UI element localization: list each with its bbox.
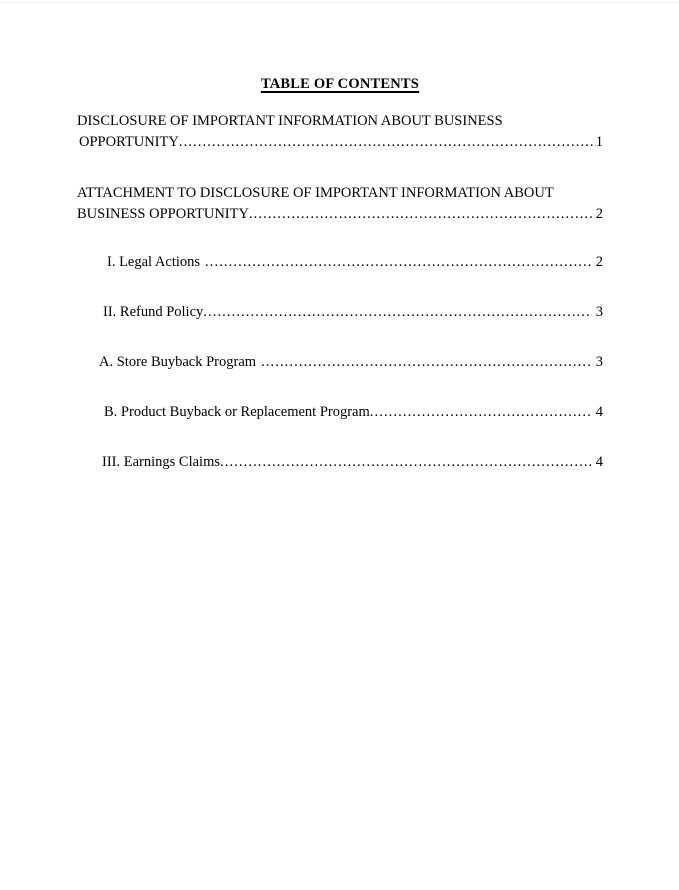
page-title-text: TABLE OF CONTENTS (260, 76, 420, 92)
toc-entry-label: III. Earnings Claims (102, 454, 220, 470)
page-title (77, 0, 603, 93)
toc-entry-legal-actions (77, 252, 603, 273)
dot-leader (220, 452, 592, 473)
toc-entry-line1: DISCLOSURE OF IMPORTANT INFORMATION ABOUT BUSINESS (77, 113, 503, 129)
toc-entry-line2: OPPORTUNITY (79, 134, 179, 150)
dot-leader (261, 352, 592, 373)
toc-page-number: 2 (595, 254, 603, 270)
toc-page-number: 1 (595, 134, 603, 150)
dot-leader (249, 204, 592, 225)
toc-page-number: 4 (595, 404, 603, 420)
toc-entry-disclosure (77, 111, 603, 153)
toc-entry-refund-policy (77, 302, 603, 323)
dot-leader (205, 252, 592, 273)
toc-entry-line2-row (77, 204, 603, 225)
toc-entry-line1: ATTACHMENT TO DISCLOSURE OF IMPORTANT INFORMATION ABOUT (77, 185, 554, 201)
toc-entry-label: B. Product Buyback or Replacement Program (104, 404, 370, 420)
toc-entry-label: I. Legal Actions (107, 254, 201, 270)
toc-entry-attachment (77, 183, 603, 225)
toc-page-number: 3 (595, 304, 603, 320)
toc-entry-line2-row (77, 132, 603, 153)
toc-entry-earnings-claims (77, 452, 603, 473)
toc-entry-label: II. Refund Policy (103, 304, 204, 320)
toc-entry-product-buyback (77, 402, 603, 423)
toc-page-number: 2 (595, 206, 603, 222)
dot-leader (370, 402, 592, 423)
toc-page-number: 3 (595, 354, 603, 370)
toc-entry-line2: BUSINESS OPPORTUNITY (77, 206, 249, 222)
toc-entry-store-buyback (77, 352, 603, 373)
dot-leader (179, 132, 596, 153)
page-top-divider (0, 2, 679, 3)
toc-entry-label: A. Store Buyback Program (99, 354, 257, 370)
toc-page-number: 4 (595, 454, 603, 470)
dot-leader (203, 302, 591, 323)
